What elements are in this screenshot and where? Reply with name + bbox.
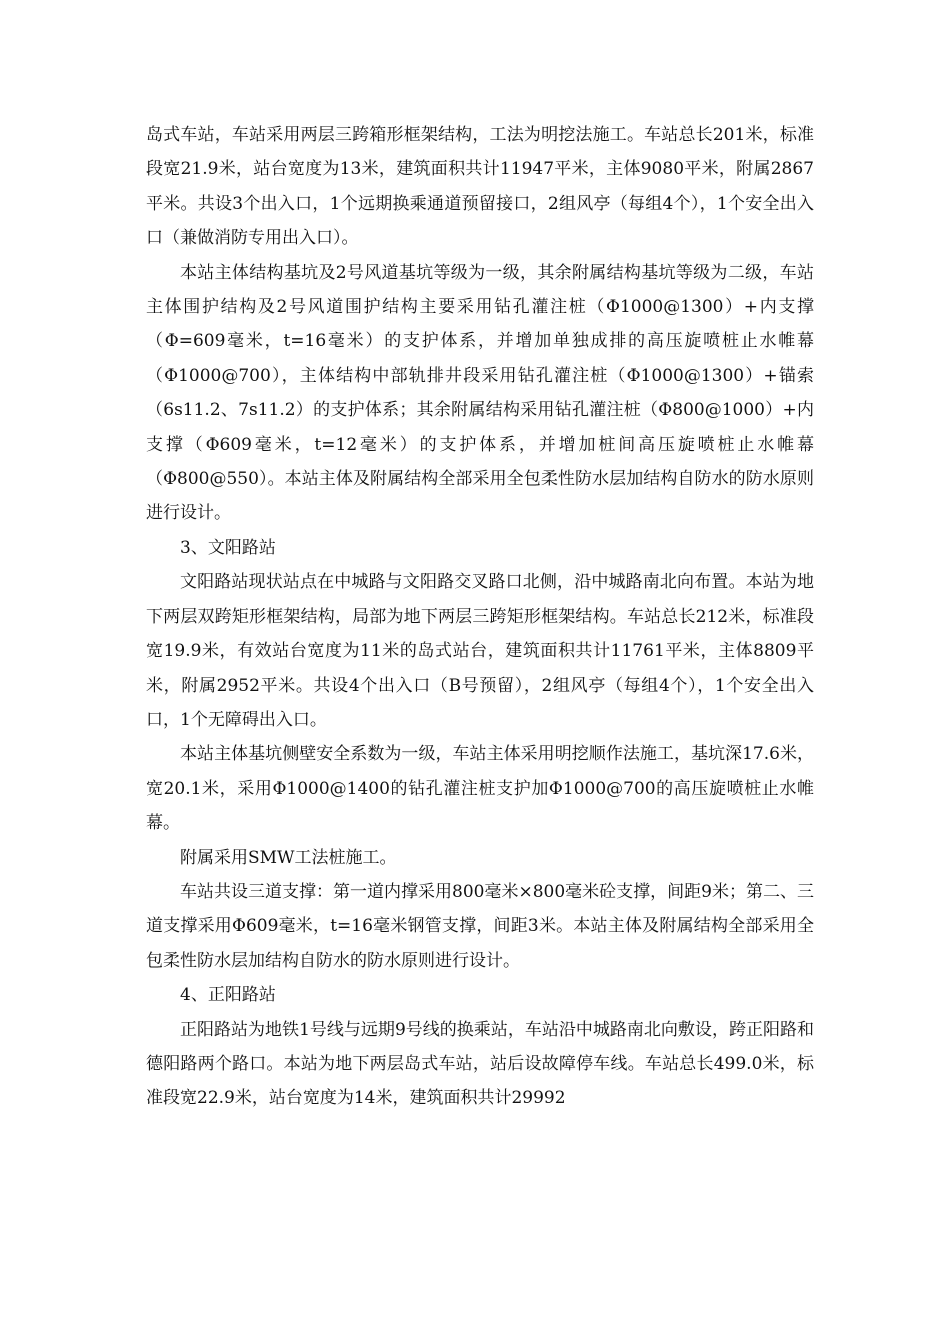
section-heading-zhengyang-road-station: 4、正阳路站 <box>180 985 276 1006</box>
section-heading-wenyang-road-station: 3、文阳路站 <box>180 537 276 558</box>
paragraph-zhengyang-overview: 正阳路站为地铁1号线与远期9号线的换乘站，车站沿中城路南北向敷设，跨正阳路和德阳路两个路口。本站为地下两层岛式车站，站后设故障停车线。车站总长499.0米，标准段宽22.9米，站台宽度为14米，建筑面积共计29992 <box>146 1019 814 1109</box>
paragraph-wenyang-supports: 车站共设三道支撑：第一道内撑采用800毫米×800毫米砼支撑，间距9米；第二、三道支撑采用Φ609毫米，t=16毫米钢管支撑，间距3米。本站主体及附属结构全部采用全包柔性防水层加结构自防水的防水原则进行设计。 <box>146 881 814 971</box>
paragraph-station-overview: 岛式车站，车站采用两层三跨箱形框架结构，工法为明挖法施工。车站总长201米，标准段宽21.9米，站台宽度为13米，建筑面积共计11947平米，主体9080平米，附属2867平米。共设3个出入口，1个远期换乘通道预留接口，2组风亭（每组4个），1个安全出入口（兼做消防专用出入口）。 <box>146 125 814 249</box>
paragraph-wenyang-overview: 文阳路站现状站点在中城路与文阳路交叉路口北侧，沿中城路南北向布置。本站为地下两层双跨矩形框架结构，局部为地下两层三跨矩形框架结构。车站总长212米，标准段宽19.9米，有效站台宽度为11米的岛式站台，建筑面积共计11761平米，主体8809平米，附属2952平米。共设4个出入口（B号预留），2组风亭（每组4个），1个安全出入口，1个无障碍出入口。 <box>146 572 814 730</box>
paragraph-wenyang-pit: 本站主体基坑侧壁安全系数为一级，车站主体采用明挖顺作法施工，基坑深17.6米，宽20.1米，采用Φ1000@1400的钻孔灌注桩支护加Φ1000@700的高压旋喷桩止水帷幕。 <box>146 744 814 834</box>
paragraph-foundation-pit: 本站主体结构基坑及2号风道基坑等级为一级，其余附属结构基坑等级为二级，车站主体围护结构及2号风道围护结构主要采用钻孔灌注桩（Φ1000@1300）+内支撑（Φ=609毫米，t=16毫米）的支护体系，并增加单独成排的高压旋喷桩止水帷幕（Φ1000@700），主体结构中部轨排井段采用钻孔灌注桩（Φ1000@1300）+锚索（6s11.2、7s11.2）的支护体系；其余附属结构采用钻孔灌注桩（Φ800@1000）+内支撑（Φ609毫米，t=12毫米）的支护体系，并增加桩间高压旋喷桩止水帷幕（Φ800@550）。本站主体及附属结构全部采用全包柔性防水层加结构自防水的防水原则进行设计。 <box>146 262 814 524</box>
document-body <box>146 118 814 1116</box>
paragraph-wenyang-ancillary: 附属采用SMW工法桩施工。 <box>180 847 397 868</box>
